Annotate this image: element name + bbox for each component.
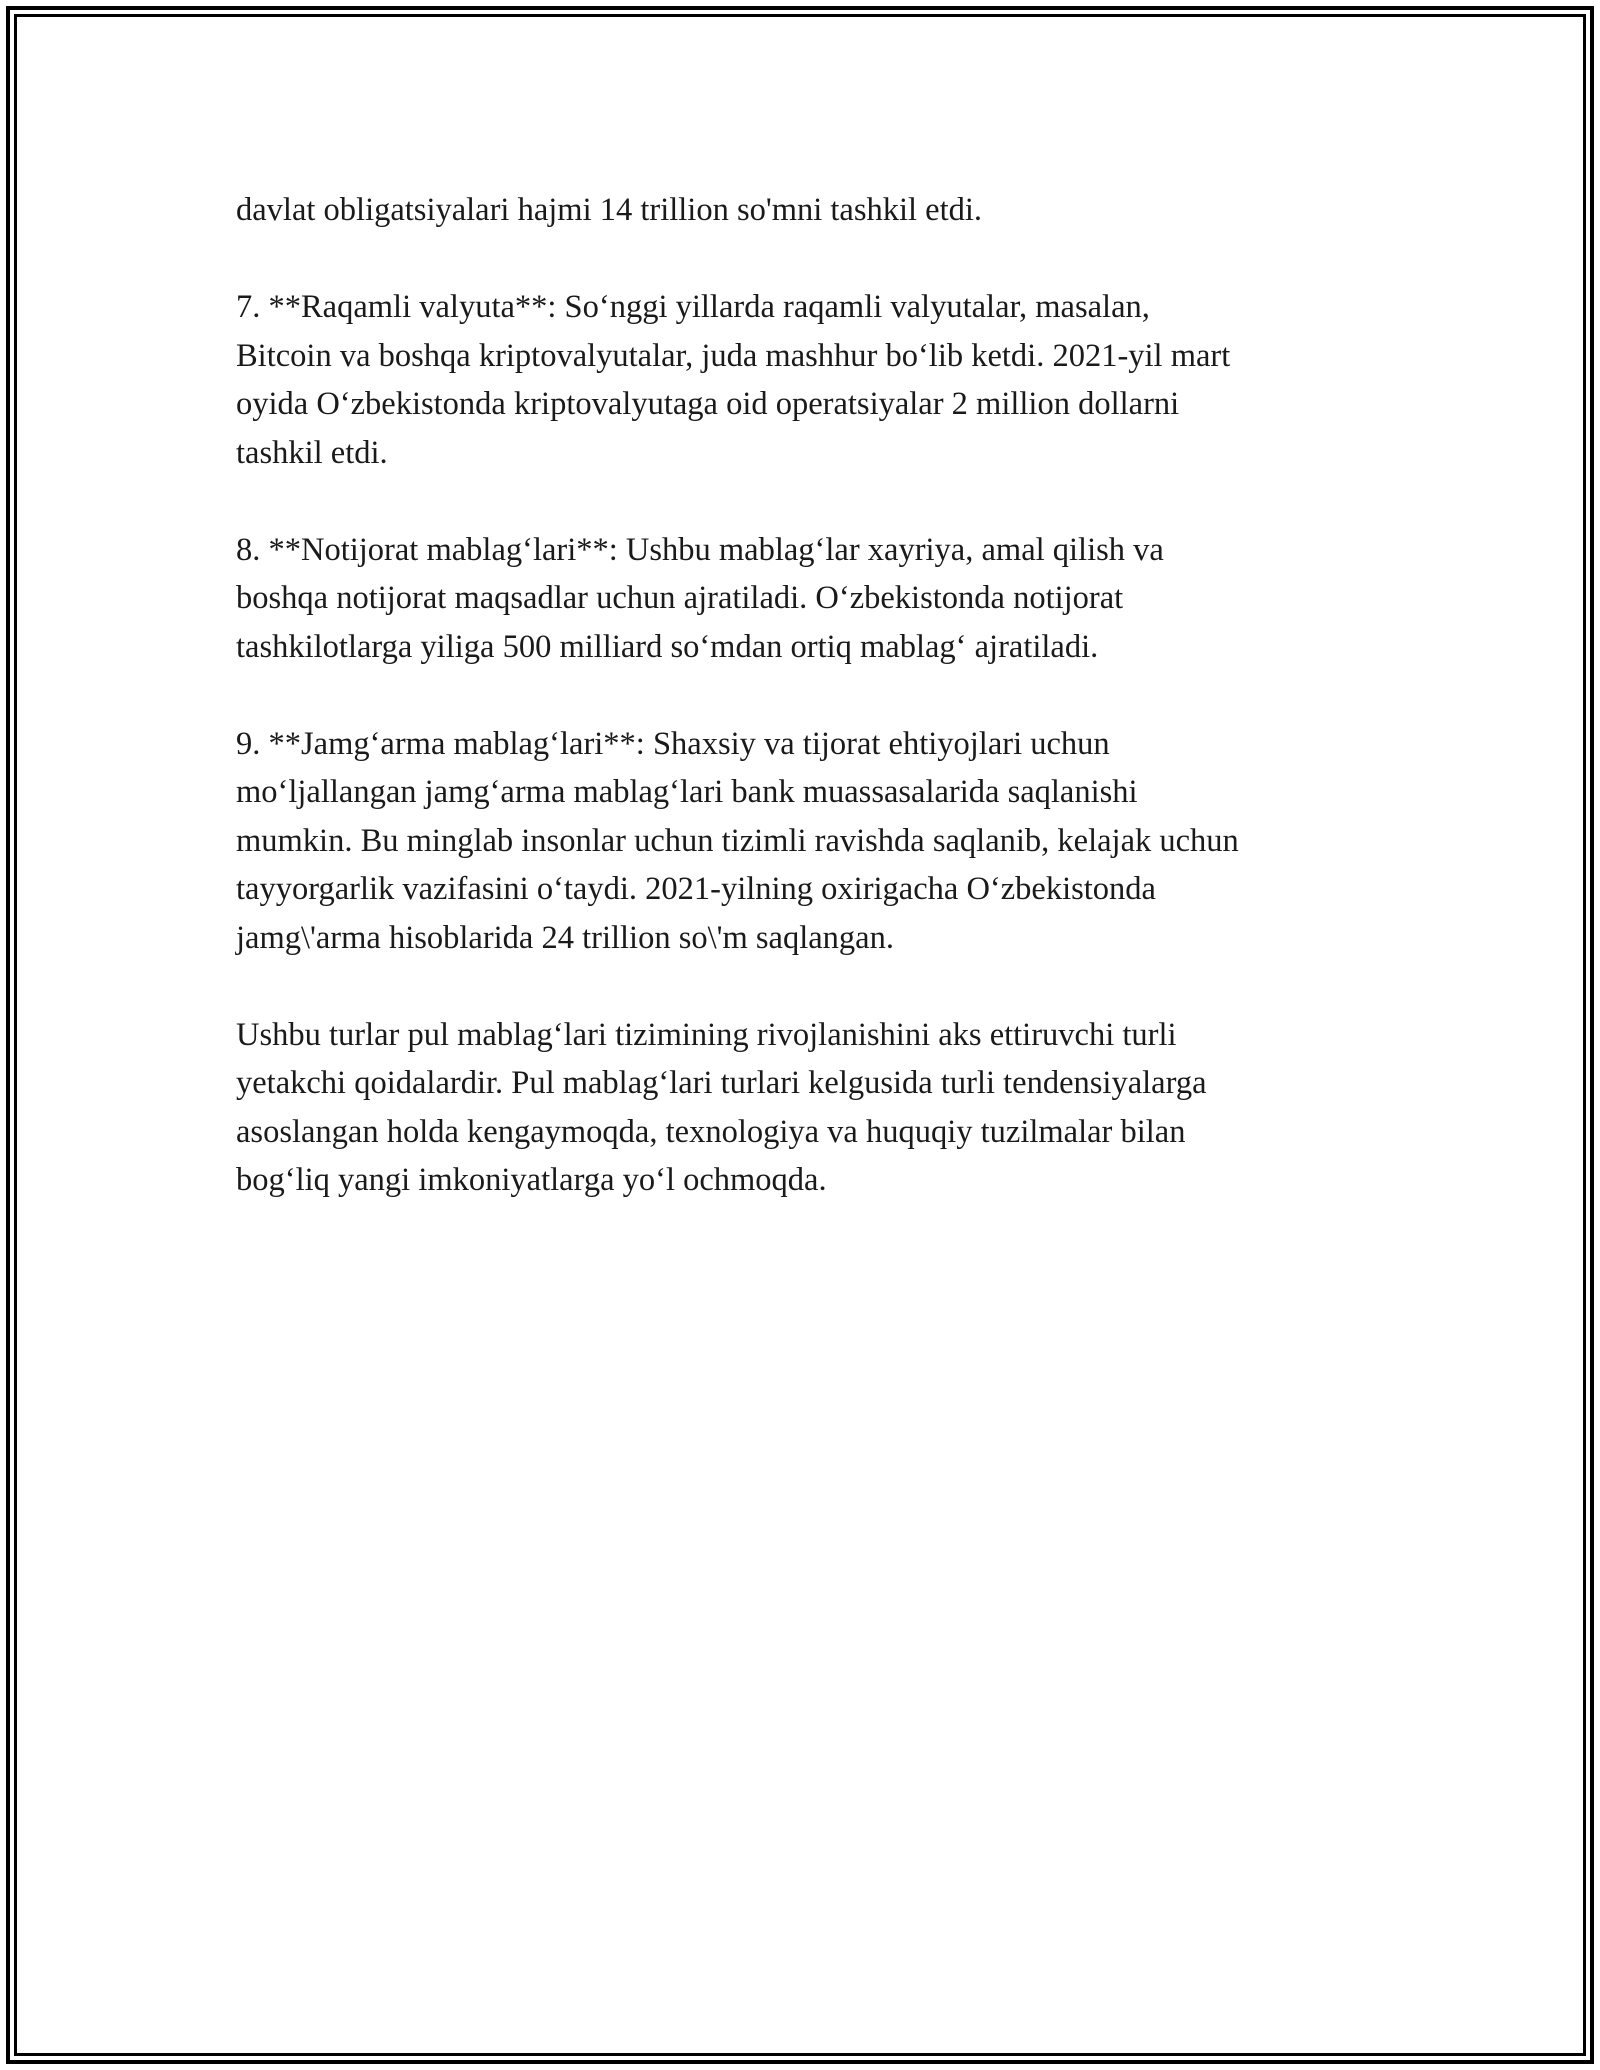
paragraph-conclusion: Ushbu turlar pul mablag‘lari tizimining rivojlanishini aks ettiruvchi turli yetakchi qoidalardir. Pul mablag‘lari turlari kelgusida turli tendensiyalarga asoslangan holda kengaymoqda, texnologiya va huquqiy tuzilmalar bilan bog‘liq yangi imkoniyatlarga yo‘l ochmoqda. [236,1016,1207,1198]
document-body [236,186,1396,1253]
paragraph-digital-currency: 7. **Raqamli valyuta**: So‘nggi yillarda raqamli valyutalar, masalan, Bitcoin va boshqa kriptovalyutalar, juda mashhur bo‘lib ketdi. 2021-yil mart oyida O‘zbekistonda kriptovalyutaga oid operatsiyalar 2 million dollarni tashkil etdi. [236,289,1231,471]
paragraph-nonprofit-funds: 8. **Notijorat mablag‘lari**: Ushbu mablag‘lar xayriya, amal qilish va boshqa notijorat maqsadlar uchun ajratiladi. O‘zbekistonda notijorat tashkilotlarga yiliga 500 milliard so‘mdan ortiq mablag‘ ajratiladi. [236,531,1164,665]
paragraph-government-bonds: davlat obligatsiyalari hajmi 14 trillion so'mni tashkil etdi. [236,192,983,228]
paragraph-savings-funds: 9. **Jamg‘arma mablag‘lari**: Shaxsiy va tijorat ehtiyojlari uchun mo‘ljallangan jamg‘arma mablag‘lari bank muassasalarida saqlanishi mumkin. Bu minglab insonlar uchun tizimli ravishda saqlanib, kelajak uchun tayyorgarlik vazifasini o‘taydi. 2021-yilning oxirigacha O‘zbekistonda jamg\'arma hisoblarida 24 trillion so\'m saqlangan. [236,725,1239,956]
